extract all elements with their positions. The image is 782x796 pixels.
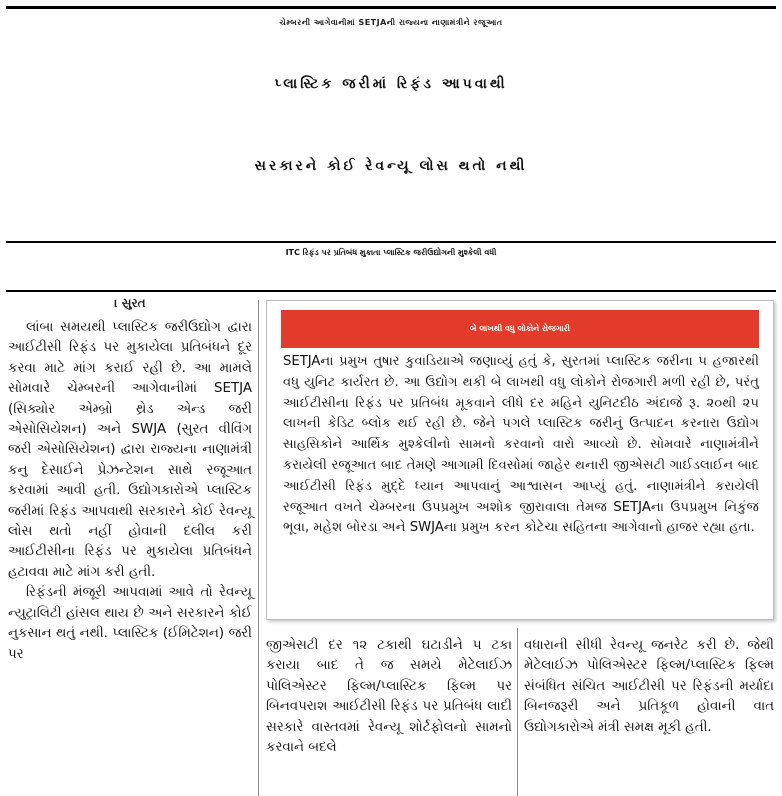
body-paragraph: વધારાની સીધી રેવન્યૂ જનરેટ કરી છે. જેથી મેટેલાઈઝ પોલિએસ્ટર ફિલ્મ/પ્લાસ્ટિક ફિલ્મ સંબંધિત સંચિત આઈટીસી પર રિફંડની મર્યાદા બિનજરૂરી અને પ્રતિકૂળ હોવાની વાત ઉદ્યોગકારોએ મંત્રી સમક્ષ મૂકી હતી. <box>524 638 774 735</box>
middle-column <box>266 636 512 758</box>
kicker-line: ચેમ્બરની આગેવાનીમાં SETJAની રાજ્યના નાણામંત્રીને રજૂઆત <box>279 18 503 27</box>
left-column <box>8 318 252 665</box>
box-paragraph: SETJAના પ્રમુખ તુષાર કુવાડિયાએ જણાવ્યું હતું કે, સુરતમાં પ્લાસ્ટિક જરીના ૫ હજારથી વધુ યુનિટ કાર્યરત છે. આ ઉદ્યોગ થકી બે લાખથી વધુ લોકોને રોજગારી મળી રહી છે, પરંતુ આઈટીસીના રિફંડ પર પ્રતિબંધ મૂકવાને લીધે દર મહિને યુનિટદીઠ અંદાજે રૂ. ૨૦થી ૨૫ લાખની કેડિટ બ્લોક થઈ રહી છે. જેને પગલે પ્લાસ્ટિક જરીનું ઉત્પાદન કરનારા ઉદ્યોગ સાહસિકોને આર્થિક મુશ્કેલીનો સામનો કરવાનો વારો આવ્યો છે. સોમવારે નાણામંત્રીને કરાયેલી રજૂઆત બાદ તેમણે આગામી દિવસોમાં જાહેર થનારી જીએસટી ગાઈડલાઈન બાદ આઈટીસી રિફંડ મુદ્દે ધ્યાન આપવાનું આશ્વાસન આપ્યું હતું. નાણામંત્રીને કરાયેલી રજૂઆત વખતે ચેમ્બરના ઉપપ્રમુખ અશોક જીરાવાલા તેમજ SETJAના ઉપપ્રમુખ નિકુંજ ભૂવા, મહેશ બોરડા અને SWJAના પ્રમુખ કરન કોટેચા સહિતના આગેવાનો હાજર રહ્યા હતા. <box>283 354 759 536</box>
body-paragraph: જીએસટી દર ૧૨ ટકાથી ઘટાડીને ૫ ટકા કરાયા બાદ તે જ સમયે મેટેલાઈઝ પોલિએસ્ટર ફિલ્મ/પ્લાસ્ટિક ફિલ્મ પર બિનવપરાશ આઈટીસી રિફંડ પર પ્રતિબંધ લાદી સરકારે વાસ્તવમાં રેવન્યૂ શોર્ટફોલનો સામનો કરવાને બદલે <box>266 638 512 756</box>
top-divider <box>6 6 776 9</box>
sidebar-box-text <box>283 352 759 539</box>
right-column <box>524 636 774 738</box>
sidebar-box-title: બે લાખથી વધુ લોકોને રોજગારી <box>281 310 759 348</box>
headline-line-1: પ્લાસ્ટિક જરીમાં રિફંડ આપવાથી <box>274 76 508 92</box>
body-paragraph: લાંબા સમયથી પ્લાસ્ટિક જરીઉદ્યોગ દ્વારા આઈટીસી રિફંડ પર મુકાયેલા પ્રતિબંધને દૂર કરવા માટે માંગ કરાઈ રહી છે. આ મામલે સોમવારે ચેમ્બરની આગેવાનીમાં SETJA (સિક્યોર એમ્બ્રો થ્રેડ એન્ડ જરી એસોસિયેશન) અને SWJA (સુરત વીવિંગ જરી એસોસિયેશન) દ્વારા રાજ્યના નાણામંત્રી કનુ દેસાઈને પ્રેઝન્ટેશન સાથે રજૂઆત કરવામાં આવી હતી. ઉદ્યોગકારોએ પ્લાસ્ટિક જરીમાં રિફંડ આપવાથી સરકારને કોઈ રેવન્યૂ લોસ થતો નહીં હોવાની દલીલ કરી આઈટીસીના રિફંડ પર મુકાયેલા પ્રતિબંધને હટાવવા માટે માંગ કરી હતી. <box>8 320 252 580</box>
subheadline: ITC રિફંડ પર પ્રતિબંધ મુકાતા પ્લાસ્ટિક જરીઉદ્યોગની મુશ્કેલી વધી <box>285 248 497 257</box>
headline-line-2: સરકારને કોઈ રેવન્યૂ લોસ થતો નથી <box>254 158 528 174</box>
sidebar-box <box>266 300 774 620</box>
subhead-divider-bottom <box>6 290 776 292</box>
column-divider <box>258 300 259 796</box>
subhead-divider-top <box>6 241 776 243</box>
dateline: । સુરત <box>114 296 146 310</box>
column-divider <box>517 628 518 796</box>
body-paragraph: રિફંડની મંજૂરી આપવામાં આવે તો રેવન્યૂ ન્યુટ્રાલિટી હાંસલ થાય છે અને સરકારને કોઈ નુકસાન થતું નથી. પ્લાસ્ટિક (ઈમિટેશન) જરી પર <box>8 585 252 662</box>
